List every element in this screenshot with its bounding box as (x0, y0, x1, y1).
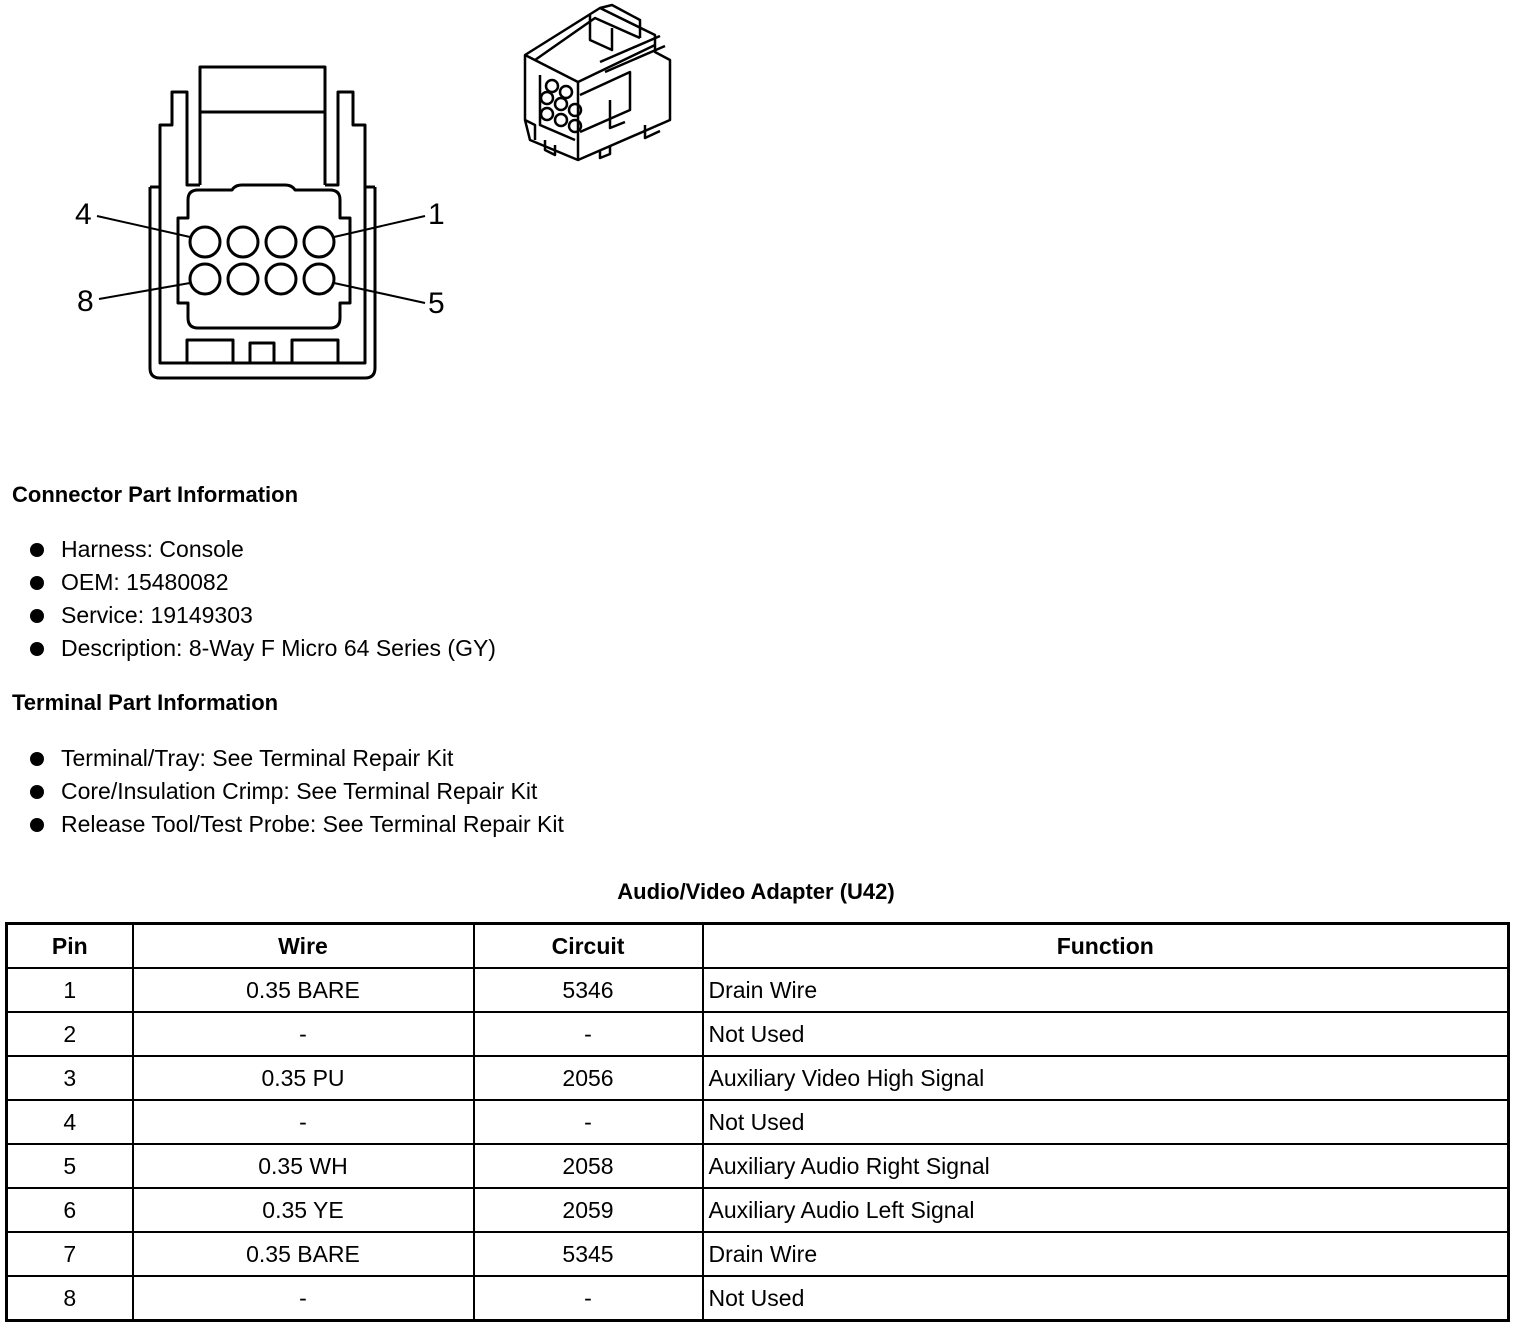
table-row (7, 1056, 1509, 1100)
pin-label-4: 4 (75, 198, 92, 231)
terminal-part-info-heading: Terminal Part Information (12, 690, 279, 715)
function-cell: Auxiliary Video High Signal (703, 1056, 1509, 1100)
table-row (7, 1100, 1509, 1144)
function-cell: Not Used (703, 1100, 1509, 1144)
function-cell: Auxiliary Audio Right Signal (703, 1144, 1509, 1188)
pin-label-5: 5 (428, 287, 445, 320)
wire-cell: 0.35 PU (133, 1056, 474, 1100)
column-header-function: Function (703, 924, 1509, 969)
column-header-pin: Pin (7, 924, 133, 969)
list-item: Release Tool/Test Probe: See Terminal Repair Kit (30, 808, 564, 841)
table-row (7, 1144, 1509, 1188)
pin-cell: 5 (7, 1144, 133, 1188)
column-header-wire: Wire (133, 924, 474, 969)
pin-cell: 1 (7, 968, 133, 1012)
list-item: Core/Insulation Crimp: See Terminal Repair Kit (30, 775, 564, 808)
function-cell: Not Used (703, 1012, 1509, 1056)
table-header-row (7, 924, 1509, 969)
pin-cell: 6 (7, 1188, 133, 1232)
circuit-cell: 2056 (474, 1056, 703, 1100)
list-item: OEM: 15480082 (30, 566, 496, 599)
function-cell: Auxiliary Audio Left Signal (703, 1188, 1509, 1232)
table-title: Audio/Video Adapter (U42) (617, 879, 895, 904)
circuit-cell: - (474, 1100, 703, 1144)
wire-cell: - (133, 1100, 474, 1144)
wire-cell: 0.35 WH (133, 1144, 474, 1188)
pin-cell: 4 (7, 1100, 133, 1144)
connector-face-diagram (60, 55, 480, 385)
table-row (7, 968, 1509, 1012)
table-row (7, 1012, 1509, 1056)
circuit-cell: - (474, 1276, 703, 1321)
list-item: Description: 8-Way F Micro 64 Series (GY) (30, 632, 496, 665)
wire-cell: 0.35 BARE (133, 968, 474, 1012)
pin-label-1: 1 (428, 198, 445, 231)
wire-cell: 0.35 YE (133, 1188, 474, 1232)
wire-cell: 0.35 BARE (133, 1232, 474, 1276)
list-item: Terminal/Tray: See Terminal Repair Kit (30, 742, 564, 775)
column-header-circuit: Circuit (474, 924, 703, 969)
function-cell: Not Used (703, 1276, 1509, 1321)
circuit-cell: 5346 (474, 968, 703, 1012)
pin-cell: 8 (7, 1276, 133, 1321)
function-cell: Drain Wire (703, 1232, 1509, 1276)
pin-label-8: 8 (77, 285, 94, 318)
table-row (7, 1232, 1509, 1276)
function-cell: Drain Wire (703, 968, 1509, 1012)
circuit-cell: 2058 (474, 1144, 703, 1188)
circuit-cell: 2059 (474, 1188, 703, 1232)
circuit-cell: 5345 (474, 1232, 703, 1276)
connector-part-info-list (30, 533, 496, 665)
list-item: Service: 19149303 (30, 599, 496, 632)
terminal-part-info-list (30, 742, 564, 841)
pin-cell: 7 (7, 1232, 133, 1276)
circuit-cell: - (474, 1012, 703, 1056)
list-item: Harness: Console (30, 533, 496, 566)
connector-part-info-heading: Connector Part Information (12, 482, 299, 507)
table-row (7, 1188, 1509, 1232)
pin-cell: 2 (7, 1012, 133, 1056)
wire-cell: - (133, 1012, 474, 1056)
pinout-table (5, 922, 1510, 1322)
table-row (7, 1276, 1509, 1321)
wire-cell: - (133, 1276, 474, 1321)
connector-isometric-diagram (515, 0, 675, 170)
pin-cell: 3 (7, 1056, 133, 1100)
